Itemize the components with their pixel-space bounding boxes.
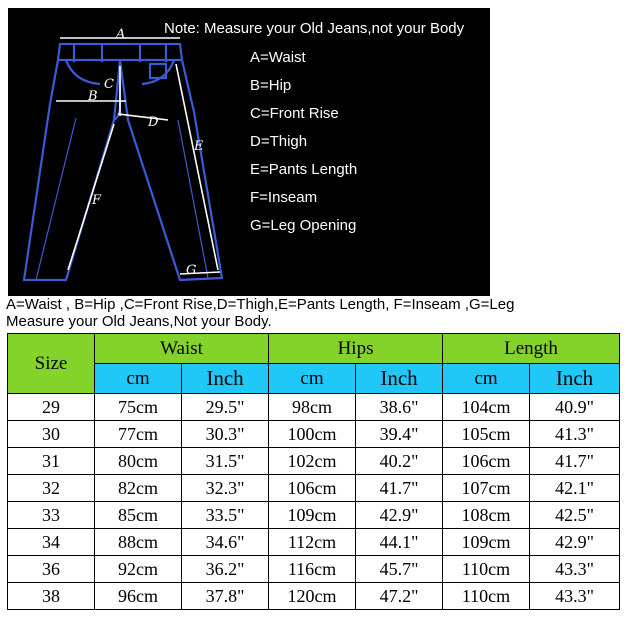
size-header: Size [8,334,95,394]
letter-c: C [104,77,114,92]
size-cell: 34 [8,529,95,556]
left-pocket-outline [66,60,100,84]
length-inch-cell: 42.5" [530,502,620,529]
size-cell: 38 [8,583,95,610]
waist-cm-cell: 75cm [95,394,182,421]
length-cm-cell: 109cm [443,529,530,556]
length-inch-cell: 42.9" [530,529,620,556]
letter-d: D [148,115,159,130]
waist-cm-cell: 82cm [95,475,182,502]
waist-inch-cell: 33.5" [182,502,269,529]
legend-item: A=Waist [250,49,306,66]
unit-header: Inch [356,364,443,394]
jeans-illustration [8,8,490,296]
length-cm-cell: 110cm [443,583,530,610]
hips-cm-cell: 116cm [269,556,356,583]
hips-inch-cell: 39.4" [356,421,443,448]
length-inch-cell: 41.3" [530,421,620,448]
measure-line-d [118,114,168,120]
hips-inch-cell: 44.1" [356,529,443,556]
waist-cm-cell: 96cm [95,583,182,610]
table-row [8,475,620,502]
hips-inch-cell: 45.7" [356,556,443,583]
hips-inch-cell: 40.2" [356,448,443,475]
jeans-measurement-diagram [8,8,490,296]
waist-cm-cell: 77cm [95,421,182,448]
unit-header: cm [443,364,530,394]
hips-cm-cell: 120cm [269,583,356,610]
measure-line-f [68,124,114,270]
waistband-outline [58,44,182,60]
waist-inch-cell: 36.2" [182,556,269,583]
length-cm-cell: 110cm [443,556,530,583]
waist-inch-cell: 30.3" [182,421,269,448]
hips-inch-cell: 38.6" [356,394,443,421]
length-header: Length [443,334,620,364]
unit-header-row [8,364,620,394]
letter-a: A [116,27,126,42]
length-cm-cell: 108cm [443,502,530,529]
measurement-legend [250,48,357,244]
measurement-caption [6,296,626,330]
size-cell: 36 [8,556,95,583]
hips-cm-cell: 112cm [269,529,356,556]
waist-header: Waist [95,334,269,364]
unit-header: cm [95,364,182,394]
waist-inch-cell: 37.8" [182,583,269,610]
unit-header: Inch [182,364,269,394]
letter-b: B [88,89,98,104]
length-cm-cell: 104cm [443,394,530,421]
length-inch-cell: 43.3" [530,583,620,610]
unit-header: cm [269,364,356,394]
length-inch-cell: 43.3" [530,556,620,583]
size-chart-table [7,333,620,610]
length-cm-cell: 106cm [443,448,530,475]
hips-cm-cell: 98cm [269,394,356,421]
left-leg-outline [24,60,120,280]
table-row [8,502,620,529]
hips-cm-cell: 109cm [269,502,356,529]
length-inch-cell: 40.9" [530,394,620,421]
waist-inch-cell: 34.6" [182,529,269,556]
size-cell: 33 [8,502,95,529]
waist-inch-cell: 32.3" [182,475,269,502]
length-inch-cell: 41.7" [530,448,620,475]
hips-inch-cell: 41.7" [356,475,443,502]
legend-item: C=Front Rise [250,105,339,122]
caption-line-1: A=Waist , B=Hip ,C=Front Rise,D=Thigh,E=Pants Length, F=Inseam ,G=Leg [6,296,515,313]
waist-cm-cell: 92cm [95,556,182,583]
length-cm-cell: 107cm [443,475,530,502]
table-row [8,556,620,583]
waist-inch-cell: 31.5" [182,448,269,475]
legend-item: E=Pants Length [250,161,358,178]
table-row [8,583,620,610]
hips-cm-cell: 106cm [269,475,356,502]
measure-line-e [176,64,218,270]
right-leg-outline [120,60,222,280]
length-cm-cell: 105cm [443,421,530,448]
length-inch-cell: 42.1" [530,475,620,502]
left-seam-outline [36,118,76,280]
table-row [8,448,620,475]
waist-cm-cell: 85cm [95,502,182,529]
hips-cm-cell: 100cm [269,421,356,448]
table-row [8,421,620,448]
caption-line-2: Measure your Old Jeans,Not your Body. [6,313,272,330]
group-header-row [8,334,620,364]
hips-header: Hips [269,334,443,364]
unit-header: Inch [530,364,620,394]
hips-inch-cell: 47.2" [356,583,443,610]
hips-cm-cell: 102cm [269,448,356,475]
letter-g: G [186,263,197,278]
size-cell: 31 [8,448,95,475]
diagram-note: Note: Measure your Old Jeans,not your Body [164,20,465,37]
letter-e: E [194,139,204,154]
legend-item: D=Thigh [250,133,308,150]
size-cell: 29 [8,394,95,421]
legend-item: G=Leg Opening [250,217,357,234]
waist-inch-cell: 29.5" [182,394,269,421]
size-cell: 32 [8,475,95,502]
legend-item: F=Inseam [250,189,318,206]
table-row [8,394,620,421]
letter-f: F [92,193,102,208]
waist-cm-cell: 88cm [95,529,182,556]
hips-inch-cell: 42.9" [356,502,443,529]
waist-cm-cell: 80cm [95,448,182,475]
legend-item: B=Hip [250,77,292,94]
table-row [8,529,620,556]
size-cell: 30 [8,421,95,448]
